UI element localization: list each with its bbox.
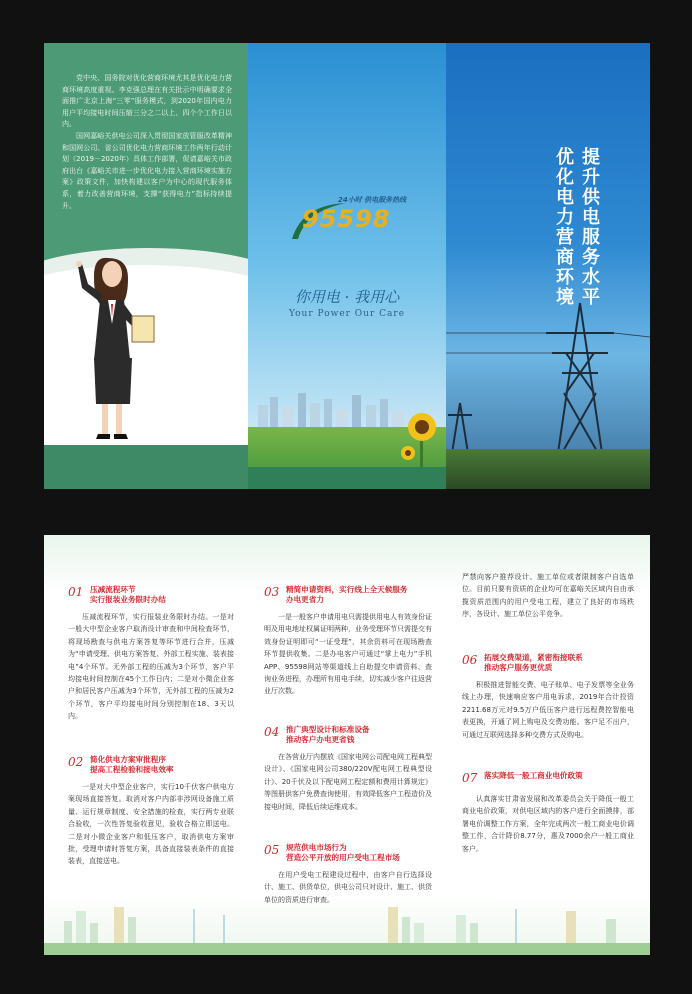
inside-panel-left	[44, 535, 248, 955]
section-body: 一是对大中型企业客户，实行10千伏客户供电方案现场直接答复。取消对客户内部非涉网设备施工质量、运行规章制度、安全措施的检查，实行两专业联合验收，一次性答复验收意见，验收合格立即送电。二是对小微企业客户和低压客户，取消供电方案审批，受理申请时答复方案，具备直接装表条件的直接装表，直接送电。	[68, 783, 234, 866]
section-body: 在各营业厅内摆放《国家电网公司配电网工程典型设计》、《国家电网公司380/220V配电网工程典型设计》、20千伏及以下配电网工程定额和费用计算规定》等图册供客户免费查询使用，有效降低客户工程造价及接电时间，降低后续运维成本。	[264, 753, 432, 811]
green-footer-block	[248, 467, 446, 489]
section-title	[286, 585, 434, 605]
section-body: 在用户受电工程建设过程中，由客户自行选择设计、施工、供货单位，供电公司只对设计、施工、供货单位的资质进行审查。	[264, 871, 432, 904]
city-wind-illustration	[44, 903, 248, 943]
city-wind-illustration	[446, 903, 650, 943]
green-footer-strip	[248, 943, 446, 955]
section-title-line: 营造公平开放的用户受电工程市场	[286, 853, 400, 862]
section-number: 06	[462, 653, 478, 667]
section-title-line: 推动客户办电更省钱	[286, 735, 355, 744]
section-title-line: 规范供电市场行为	[286, 843, 347, 852]
section-body: 一是一般客户申请用电只需提供用电人有效身份证明及用电地址权属证明两种，业务受理环节只需提交有效身份证明即可“一证受理”，其余资料可在现场勘查环节提供收集。二是办电客户可通过“掌上电力”手机APP、95598网站等渠道线上自助提交申请资料、查询业务进程，办理所有用电手续，切实减少客户往返营业厅次数。	[264, 613, 432, 696]
inside-flap-panel	[44, 43, 248, 489]
section-number: 02	[68, 755, 84, 769]
inside-panel-right	[446, 535, 650, 955]
section-title-line: 办电更省力	[286, 595, 324, 604]
hills	[446, 449, 650, 489]
city-wind-illustration	[248, 903, 446, 943]
green-footer-strip	[44, 943, 248, 955]
section-title-line: 精简申请资料，实行线上全天候服务	[286, 585, 408, 594]
section-title-line: 压减流程环节	[90, 585, 136, 594]
continued-text: 严禁向客户推荐设计、施工单位或者限制客户自选单位。目前只要有资质的企业均可在嘉峪关区域内自由承揽资质范围内的用户受电工程，建立了良好的市场秩序，各设计、施工单位公平竞争。	[462, 573, 634, 619]
slogan-en: Your Power Our Care	[288, 309, 406, 319]
cover-title-line2: 优化电力营商环境	[553, 147, 574, 307]
section-body: 压减流程环节，实行报装业务限时办结。一是对一般大中型企业客户取消设计审查和中间检查环节，将现场勘查与供电方案答复等环节进行合并，压减为“申请受理、供电方案答复、外部工程实施、装表接电”4个环节。无外部工程的压减为3个环节，客户平均接电时间控制在45个工作日内；二是对小微企业客户和居民客户压减为3个环节，无外部工程的压减为2个环节，客户平均接电时间分别控制在18、3天以内。	[68, 613, 234, 721]
section-title-line: 推动客户服务更优质	[484, 663, 553, 672]
section-title-line: 推广典型设计和标准设备	[286, 725, 370, 734]
hotline-tag: 24小时 供电服务热线	[338, 196, 407, 204]
section-title	[90, 755, 174, 775]
inside-panel-middle	[248, 535, 446, 955]
businesswoman-illustration	[64, 228, 174, 448]
intro-paragraph: 党中央、国务院对优化营商环境尤其是优化电力营商环境高度重视。李克强总理在有关批示中明确要求全面推广北京上海“三零”服务模式，到2020年国内电力用户平均接电时间压缩三分之二以上、四个个工作日以内。	[62, 74, 232, 129]
green-footer-strip	[446, 943, 650, 955]
section-title	[484, 771, 583, 781]
cover-title-line1: 提升供电服务水平	[579, 147, 600, 307]
section-title	[286, 725, 370, 745]
section-title-line: 拓展交费渠道，紧密衔接联系	[484, 653, 583, 662]
section-body: 认真落实甘肃省发展和改革委员会关于降低一般工商业电价政策，对供电区域内的客户进行全面摸排，部署电价调整工作方案，全年完成两次一般工商业电价调整工作，合计降价8.77分，惠及7000余户一般工商业客户。	[462, 795, 634, 853]
section-title	[484, 653, 583, 673]
section-number: 04	[264, 725, 280, 739]
hotline-logo	[288, 195, 428, 245]
back-cover-panel	[248, 43, 446, 489]
section-number: 01	[68, 585, 84, 599]
section-title-line: 落实降低一般工商业电价政策	[484, 771, 583, 780]
section-number: 05	[264, 843, 280, 857]
section-title	[90, 585, 166, 605]
section-title-line: 提高工程检验和接电效率	[90, 765, 174, 774]
power-tower-illustration	[446, 293, 650, 463]
slogan-cn: 你用电 · 我用心	[294, 288, 400, 306]
sunflower-icon	[398, 409, 446, 469]
front-cover-panel	[446, 43, 650, 489]
hotline-number: 95598	[302, 205, 391, 233]
section-body: 积极推进智能交费、电子账单、电子发票等全业务线上办理，快速响应客户用电诉求，2019年合计投资2211.68万元对9.5万户低压客户进行远程费控智能电表更换，开通了网上购电及交费功能。客户足不出户，可通过互联网选择多种交费方式及购电。	[462, 681, 634, 739]
intro-text	[62, 73, 232, 212]
section-title-line: 实行报装业务限时办结	[90, 595, 166, 604]
section-number: 03	[264, 585, 280, 599]
section-number: 07	[462, 771, 478, 785]
section-title	[286, 843, 400, 863]
section-title-line: 简化供电方案审批程序	[90, 755, 166, 764]
green-footer-block	[44, 445, 248, 489]
intro-paragraph: 国网嘉峪关供电公司深入贯彻国家放管服改革精神和国网公司、省公司优化电力营商环境工作两年行动计划（2019－2020年）具体工作部署，促请嘉峪关市政府出台《嘉峪关市进一步优化电力接入营商环境实施方案》政策文件，加快构建以客户为中心的现代服务体系，着力改善营商环境，支撑“获得电力”指标持续提升。	[62, 131, 232, 210]
